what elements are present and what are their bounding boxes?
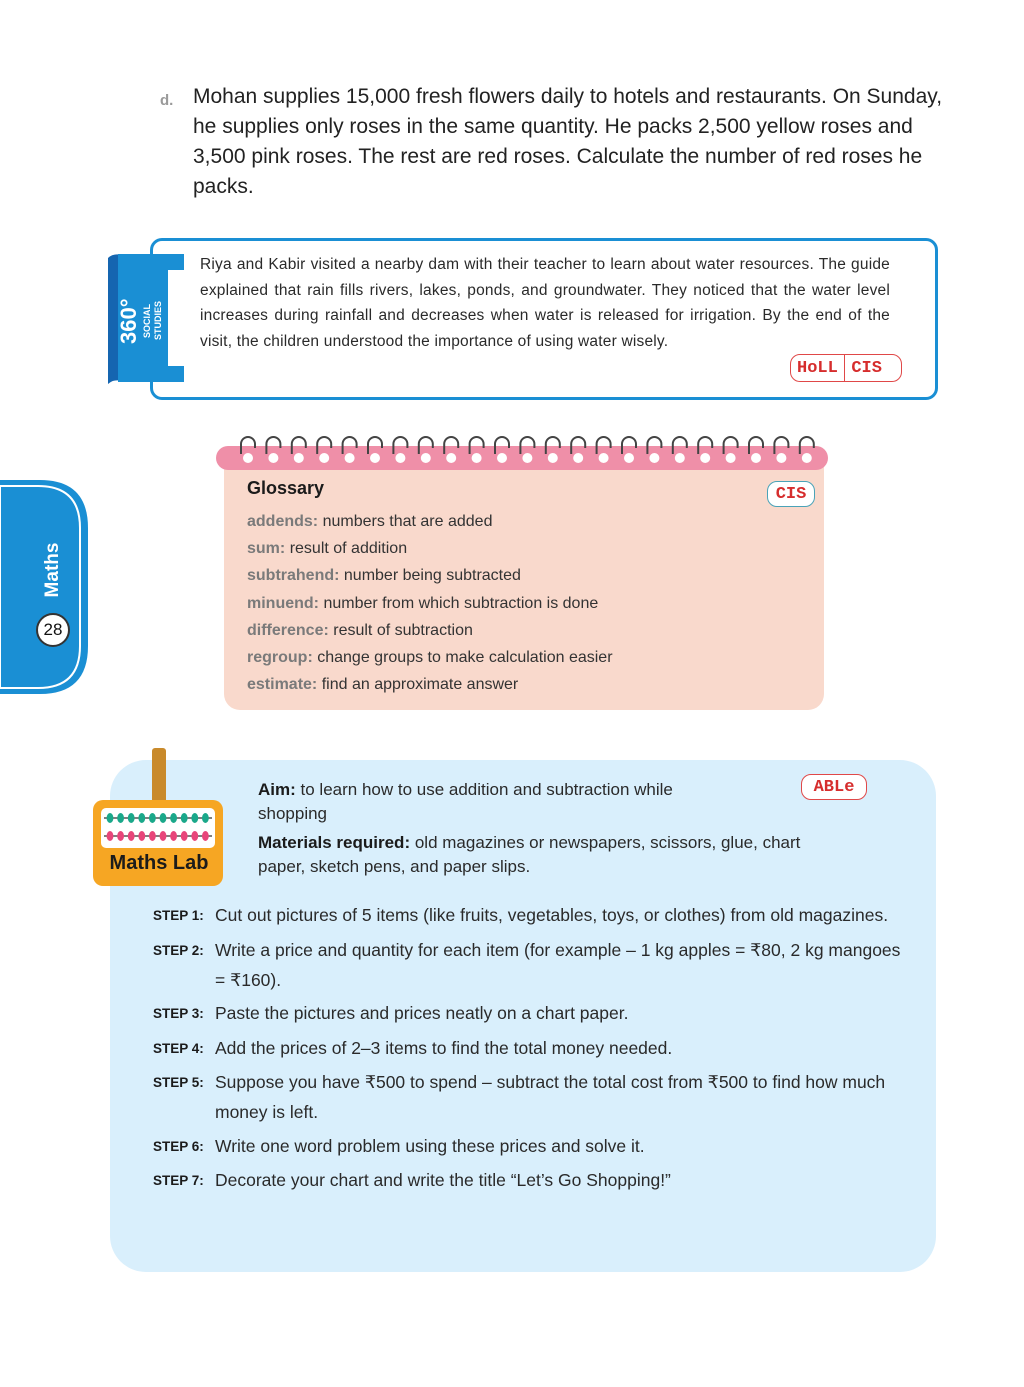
glossary-term: regroup: (247, 649, 313, 667)
maths-lab-label: Maths Lab (109, 852, 209, 874)
glossary-list (247, 508, 807, 698)
cis-tag-label: CIS (851, 358, 882, 378)
page-number: 28 (36, 613, 70, 647)
glossary-item (247, 562, 807, 589)
glossary-item (247, 617, 807, 644)
step-text: Cut out pictures of 5 items (like fruits, vegetables, toys, or clothes) from old magazines. (215, 905, 889, 925)
step-text: Write a price and quantity for each item (for example – 1 kg apples = ₹80, 2 kg mangoes = ₹160). (215, 939, 901, 990)
glossary-term: subtrahend: (247, 567, 340, 585)
glossary-definition: result of subtraction (333, 621, 473, 639)
lab-step (153, 900, 933, 931)
social-studies-text: Riya and Kabir visited a nearby dam with their teacher to learn about water resources. The guide explained that rain fills rivers, lakes, ponds, and groundwater. They noticed that the water level increases during rainfall and decreases when water is released for irrigation. By the end of the visit, the children understood the importance of using water wisely. (200, 256, 890, 350)
lab-step (153, 1067, 933, 1127)
glossary-definition: number being subtracted (343, 567, 521, 585)
able-tag: ABLe (801, 774, 867, 800)
subject-label: Maths (42, 542, 63, 598)
lab-step (153, 1131, 933, 1162)
badge-label-1: SOCIAL (142, 303, 152, 338)
glossary-item (247, 535, 807, 562)
materials-label: Materials required: (258, 833, 411, 852)
badge-label-2: STUDIES (153, 300, 163, 340)
step-text: Suppose you have ₹500 to spend – subtract the total cost from ₹500 to find how much money is left. (215, 1072, 886, 1122)
step-label: STEP 3: (153, 1006, 204, 1021)
glossary-definition: number from which subtraction is done (323, 594, 599, 612)
glossary-item (247, 508, 807, 535)
lab-step (153, 1033, 933, 1064)
glossary-item (247, 590, 807, 617)
glossary-definition: find an approximate answer (321, 676, 519, 694)
glossary-definition: change groups to make calculation easier (317, 649, 613, 667)
step-text: Paste the pictures and prices neatly on a chart paper. (215, 1003, 629, 1023)
glossary-definition: numbers that are added (322, 513, 493, 530)
glossary-term: difference: (247, 621, 329, 639)
lab-materials (258, 831, 848, 879)
glossary-term: estimate: (247, 676, 318, 694)
glossary-term: addends: (247, 513, 319, 530)
glossary-item (247, 644, 807, 671)
step-label: STEP 5: (153, 1075, 204, 1090)
step-text: Add the prices of 2–3 items to find the total money needed. (215, 1037, 673, 1058)
aim-text: to learn how to use addition and subtraction while shopping (258, 780, 673, 823)
materials-text: old magazines or newspapers, scissors, glue, chart paper, sketch pens, and paper slips. (258, 833, 801, 876)
glossary-cis-tag: CIS (767, 481, 815, 507)
glossary-definition: result of addition (289, 540, 408, 558)
question-text: Mohan supplies 15,000 fresh flowers daily to hotels and restaurants. On Sunday, he supplies only roses in the same quantity. He packs 2,500 yellow roses and 3,500 pink roses. The rest are red roses. Calculate the number of red roses he packs. (193, 85, 943, 198)
glossary-term: sum: (247, 540, 286, 558)
lab-aim (258, 778, 718, 826)
social-studies-360-badge-icon (104, 250, 188, 388)
holl-tag-label: HoLL (797, 358, 838, 378)
lab-step (153, 935, 933, 995)
step-text: Decorate your chart and write the title “Let’s Go Shopping!” (215, 1170, 671, 1190)
badge-number: 360° (116, 298, 141, 344)
holl-cis-tag (790, 354, 902, 382)
step-label: STEP 6: (153, 1138, 204, 1154)
lab-steps (153, 900, 933, 1200)
glossary-item (247, 671, 807, 698)
step-text: Write one word problem using these prices and solve it. (215, 1135, 645, 1156)
lab-step (153, 1165, 933, 1196)
step-label: STEP 7: (153, 1173, 204, 1188)
notebook-spiral-icon (214, 432, 830, 472)
step-label: STEP 2: (153, 942, 204, 958)
glossary-term: minuend: (247, 594, 319, 612)
step-label: STEP 4: (153, 1040, 204, 1056)
step-label: STEP 1: (153, 908, 204, 923)
aim-label: Aim: (258, 780, 296, 799)
lab-step (153, 998, 933, 1029)
question-letter: d. (160, 92, 174, 109)
glossary-title: Glossary (247, 478, 325, 498)
